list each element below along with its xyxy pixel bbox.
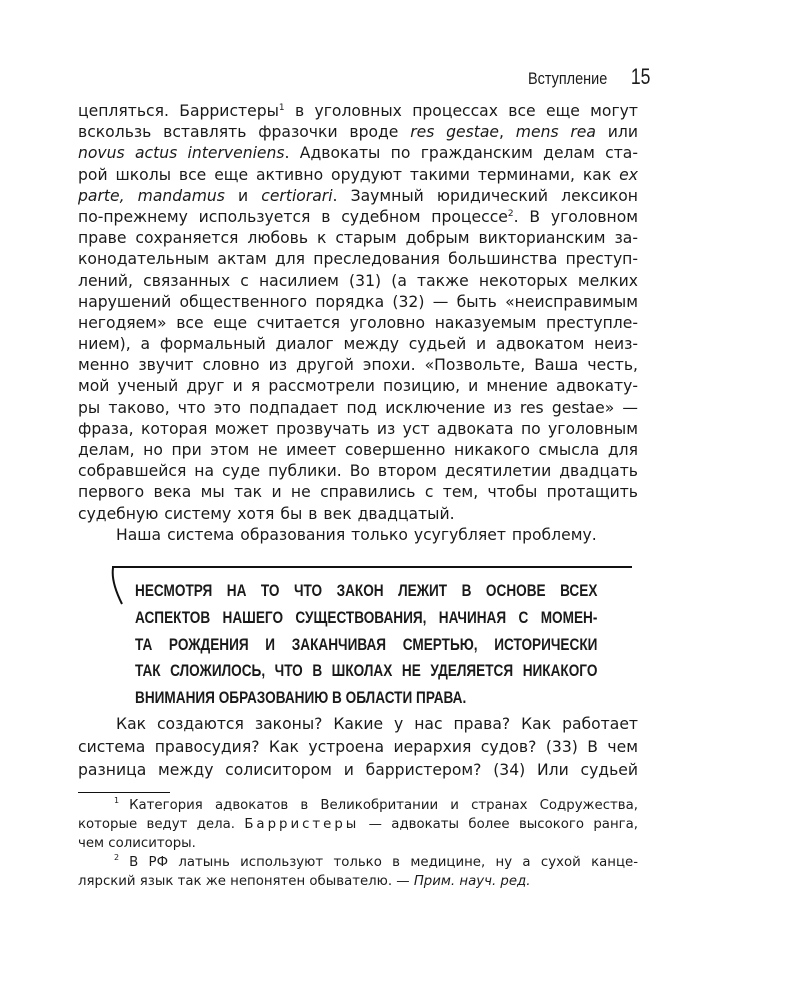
italic-term: res gestae: [410, 123, 500, 142]
text-segment: Категория адвокатов в Великобритании и странах Содружества,: [129, 798, 638, 813]
footnote-ref: 2: [114, 853, 120, 862]
pull-quote-line: НЕСМОТРЯ НА ТО ЧТО ЗАКОН ЛЕЖИТ В ОСНОВЕ ВСЕХ: [135, 581, 598, 600]
footnote-separator: [78, 792, 170, 793]
text-segment: лений, связанных с насилием (31) (а также некоторых мелких: [78, 271, 638, 290]
text-line: [78, 207, 638, 228]
footnote-line: [78, 872, 638, 891]
text-line: [78, 504, 638, 525]
pull-quote-rule: [112, 566, 632, 568]
footnote-line: [78, 853, 638, 872]
pull-quote-line: АСПЕКТОВ НАШЕГО СУЩЕСТВОВАНИЯ, НАЧИНАЯ С МОМЕН-: [135, 607, 598, 627]
text-segment: первого века мы так и не справились с тем, чтобы протащить: [78, 483, 638, 502]
footnote-line: [78, 834, 638, 853]
text-segment: и: [224, 186, 262, 205]
text-segment: собравшейся на суде публики. Во втором десятилетии двадцать: [78, 462, 638, 481]
text-line: [78, 334, 638, 355]
text-line: [78, 165, 638, 186]
page-number: 15: [630, 64, 650, 89]
text-segment: — адвокаты более высокого ранга,: [359, 817, 639, 832]
text-segment: рой школы все еще активно орудуют такими терминами, как: [78, 165, 620, 184]
text-line: [78, 525, 638, 546]
text-segment: ,: [499, 123, 516, 142]
text-segment: по-прежнему используется в судебном процессе: [78, 207, 508, 226]
pull-quote-line: ТА РОЖДЕНИЯ И ЗАКАНЧИВАЯ СМЕРТЬЮ, ИСТОРИЧЕСКИ: [135, 634, 598, 654]
text-segment: Барристеры: [244, 817, 360, 832]
pull-quote: [110, 566, 632, 706]
footnote-line: [78, 815, 638, 834]
text-segment: или: [595, 123, 639, 142]
text-line: [78, 440, 638, 461]
footnotes: [78, 796, 638, 891]
pull-quote-line: ТАК СЛОЖИЛОСЬ, ЧТО В ШКОЛАХ НЕ УДЕЛЯЕТСЯ НИКАКОГО: [135, 661, 598, 681]
text-line: [78, 713, 638, 736]
text-segment: делам, но при этом не имеет совершенно никакого смысла для: [78, 441, 638, 459]
text-segment: Наша система образования только усугубляет проблему.: [116, 525, 597, 544]
text-line: [78, 461, 638, 482]
italic-term: novus actus interveniens: [78, 144, 285, 163]
footnote-ref: 1: [278, 103, 285, 113]
text-segment: мой ученый друг и я рассмотрели позицию, и мнение адвокату-: [78, 377, 638, 396]
pull-quote-line: ВНИМАНИЯ ОБРАЗОВАНИЮ В ОБЛАСТИ ПРАВА.: [135, 688, 467, 708]
text-line: [78, 292, 638, 313]
text-segment: менно звучит словно из другой эпохи. «Позвольте, Ваша честь,: [78, 356, 638, 375]
italic-term: mens rea: [515, 123, 596, 142]
italic-term: parte, mandamus: [78, 186, 225, 205]
text-line: [78, 736, 638, 759]
text-segment: вскользь вставлять фразочки вроде: [78, 123, 411, 142]
text-segment: . В уголовном: [513, 207, 639, 226]
text-line: [78, 398, 638, 419]
text-segment: нарушений общественного порядка (32) — быть «неисправимым: [78, 292, 638, 311]
text-segment: цепляться. Барристеры: [78, 102, 279, 120]
text-line: [78, 482, 638, 503]
text-segment: Как создаются законы? Какие у нас права? Как работает: [116, 715, 638, 733]
text-segment: ры таково, что это подпадает под исключение из res gestae» —: [78, 398, 638, 417]
text-segment: негодяем» все еще считается уголовно наказуемым преступле-: [78, 313, 638, 332]
text-segment: разница между солиситором и барристером? (34) Или судьей: [78, 761, 638, 779]
text-segment: . Адвокаты по гражданским делам ста-: [284, 144, 638, 163]
text-segment: система правосудия? Как устроена иерархия судов? (33) В чем: [78, 738, 638, 756]
text-segment: В РФ латынь используют только в медицине, ну а сухой канце-: [129, 855, 638, 870]
text-segment: фраза, которая может прозвучать из уст адвоката по уголовным: [78, 419, 638, 438]
pull-quote-bracket-icon: [110, 566, 124, 606]
pull-quote-text: [135, 578, 597, 712]
text-segment: в уголовных процессах все еще могут: [284, 102, 638, 120]
text-line: [78, 313, 638, 334]
text-line: [78, 376, 638, 397]
text-line: [78, 249, 638, 270]
text-segment: лярский язык так же непонятен обывателю. —: [78, 874, 414, 889]
text-line: [78, 101, 638, 122]
text-line: [78, 271, 638, 292]
text-segment: которые ведут дела.: [78, 817, 245, 832]
footnote-line: [78, 796, 638, 815]
text-segment: нием), а формальный диалог между судьей и адвокатом неиз-: [78, 335, 638, 354]
text-segment: чем солиситоры.: [78, 836, 196, 851]
footnote-ref: 1: [114, 796, 120, 805]
italic-term: ex: [619, 165, 638, 184]
text-line: [78, 419, 638, 440]
text-line: [78, 355, 638, 376]
section-title: Вступление: [528, 69, 608, 88]
text-segment: . Заумный юридический лексикон: [332, 186, 638, 205]
text-line: [78, 143, 638, 164]
italic-term: Прим. науч. ред.: [413, 874, 531, 889]
text-line: [78, 122, 638, 143]
body-text-bottom: [78, 713, 638, 782]
body-text-top: [78, 101, 638, 546]
footnote-ref: 2: [507, 208, 514, 219]
text-segment: судебную систему хотя бы в век двадцатый.: [78, 504, 455, 523]
running-header: [514, 64, 650, 90]
text-line: [78, 228, 638, 249]
text-line: [78, 186, 638, 207]
text-segment: конодательным актам для преследования большинства преступ-: [78, 250, 638, 269]
italic-term: certiorari: [261, 186, 333, 205]
text-segment: праве сохраняется любовь к старым добрым викторианским за-: [78, 229, 638, 248]
text-line: [78, 759, 638, 782]
